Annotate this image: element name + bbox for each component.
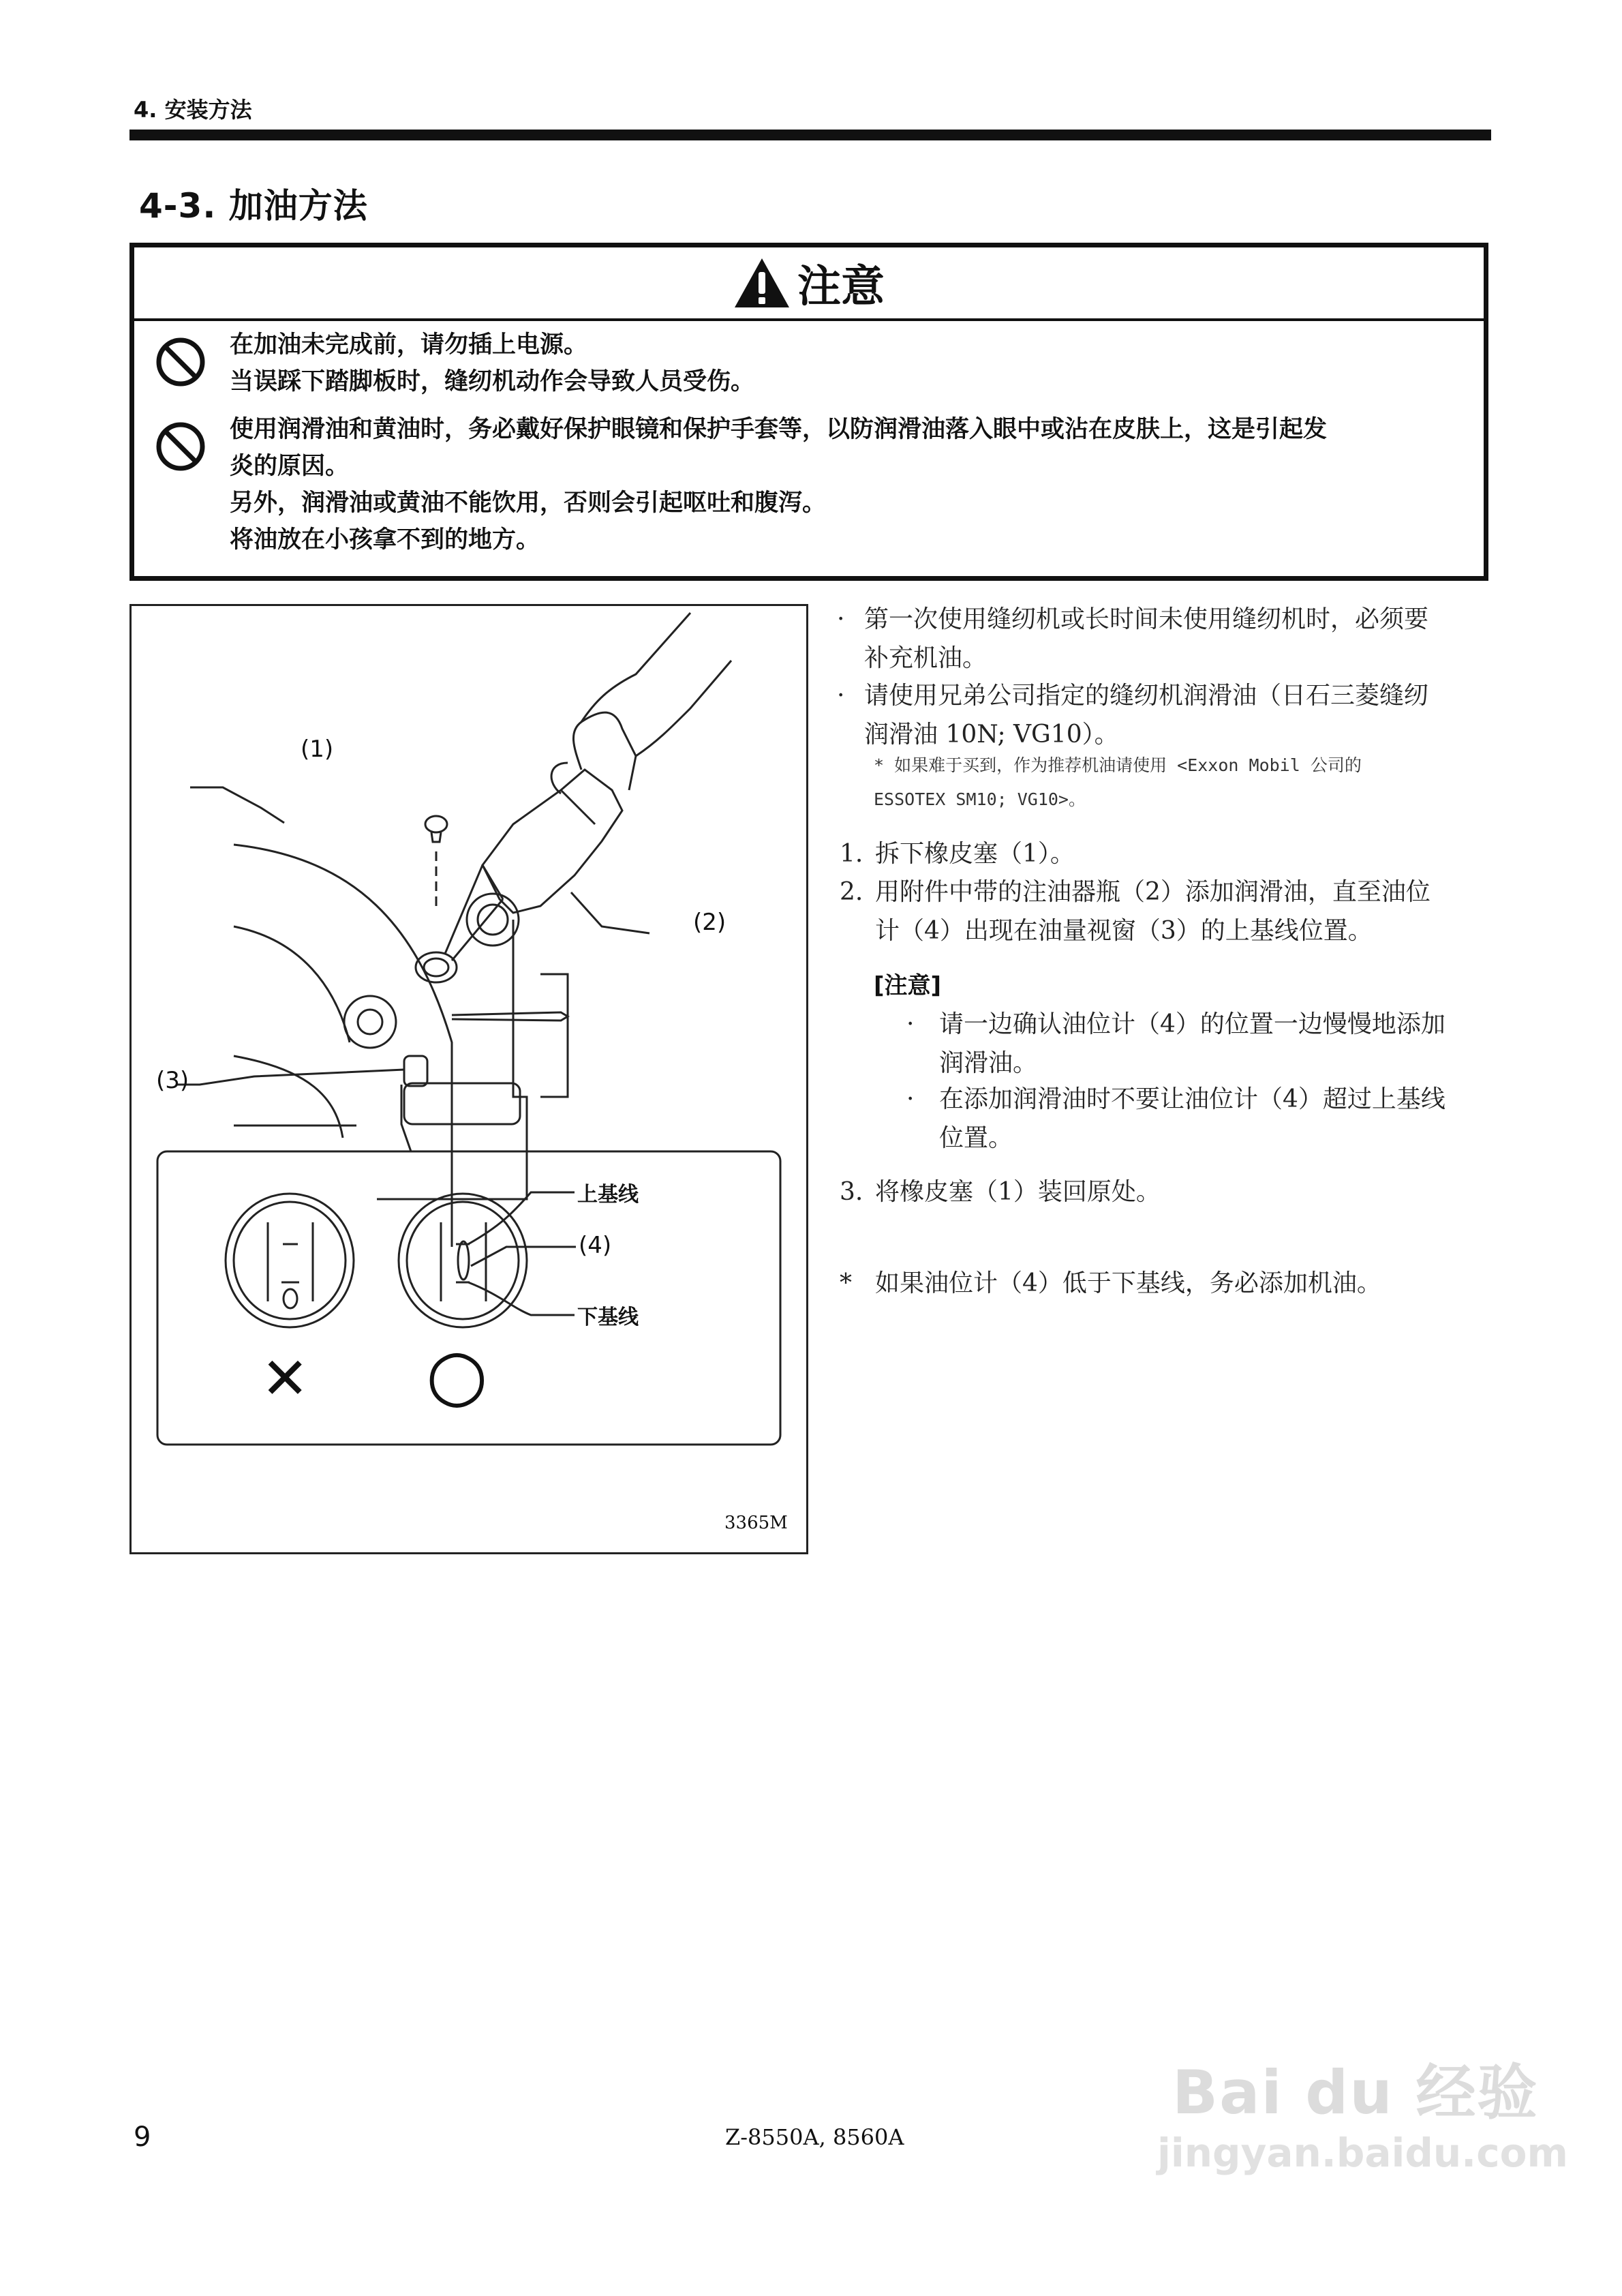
- bullet-mark: ·: [906, 1010, 915, 1038]
- footnote-text: 如果油位计（4）低于下基线，务必添加机油。: [875, 1269, 1381, 1297]
- section-title: 4-3. 加油方法: [139, 186, 368, 226]
- warning-triangle-icon: [733, 257, 791, 309]
- bullet-mark: ·: [837, 682, 845, 710]
- header-section-label: 4. 安装方法: [134, 97, 252, 123]
- oil-recommendation-note: * 如果难于买到，作为推荐机油请使用 <Exxon Mobil 公司的 ESSOTEX SM10; VG10>。: [874, 755, 1362, 809]
- caution-text: 在添加润滑油时不要让油位计（4）超过上基线 位置。: [939, 1085, 1445, 1152]
- callout-2: (2): [693, 909, 726, 936]
- footnote-mark: *: [840, 1269, 852, 1297]
- upper-baseline-label: 上基线: [577, 1183, 639, 1207]
- intro-bullet: [837, 600, 1505, 678]
- step-number: 2.: [840, 878, 863, 906]
- caution-text: 请一边确认油位计（4）的位置一边慢慢地添加 润滑油。: [939, 1010, 1445, 1077]
- lower-baseline-label: 下基线: [577, 1305, 639, 1329]
- intro-bullet: [837, 676, 1505, 754]
- figure-code: 3365M: [724, 1513, 788, 1533]
- step-text: 拆下橡皮塞（1）。: [875, 840, 1075, 868]
- warning-item: [134, 411, 1484, 568]
- wrong-mark: ✕: [261, 1345, 309, 1412]
- caution-heading: [注意]: [874, 972, 942, 999]
- warning-text: 使用润滑油和黄油时，务必戴好保护眼镜和保护手套等，以防润滑油落入眼中或沾在皮肤上，这是引起发 炎的原因。 另外，润滑油或黄油不能饮用，否则会引起呕吐和腹泻。 将油放在小孩拿不到的地方。: [230, 416, 1328, 554]
- bullet-mark: ·: [837, 605, 845, 633]
- step-text: 将橡皮塞（1）装回原处。: [875, 1178, 1161, 1206]
- step-number: 3.: [840, 1178, 863, 1206]
- warning-box: [129, 243, 1488, 581]
- intro-bullet-text: 第一次使用缝纫机或长时间未使用缝纫机时，必须要 补充机油。: [864, 605, 1429, 672]
- callout-3: (3): [156, 1067, 189, 1094]
- model-number: Z-8550A, 8560A: [725, 2124, 904, 2150]
- prohibition-icon: [155, 336, 206, 388]
- step-text: 用附件中带的注油器瓶（2）添加润滑油，直至油位 计（4）出现在油量视窗（3）的上基线位置。: [875, 878, 1430, 945]
- watermark-logo: Bai du 经验: [1172, 2057, 1539, 2128]
- step-number: 1.: [840, 840, 863, 868]
- warning-text: 在加油未完成前，请勿插上电源。 当误踩下踏脚板时，缝纫机动作会导致人员受伤。: [230, 331, 755, 395]
- callout-4: (4): [579, 1232, 612, 1259]
- callout-1: (1): [301, 736, 334, 763]
- intro-bullet-text: 请使用兄弟公司指定的缝纫机润滑油（日石三菱缝纫 润滑油 10N; VG10）。: [864, 682, 1429, 749]
- page-number: 9: [134, 2121, 151, 2153]
- watermark-url: jingyan.baidu.com: [1157, 2130, 1568, 2176]
- warning-item: [134, 327, 1484, 403]
- header-rule: [129, 130, 1491, 140]
- correct-mark: ○: [426, 1333, 488, 1416]
- warning-title: 注意: [797, 262, 885, 312]
- oiling-figure: [129, 604, 808, 1554]
- prohibition-icon: [155, 421, 206, 472]
- warning-header: [134, 247, 1484, 321]
- bullet-mark: ·: [906, 1085, 915, 1113]
